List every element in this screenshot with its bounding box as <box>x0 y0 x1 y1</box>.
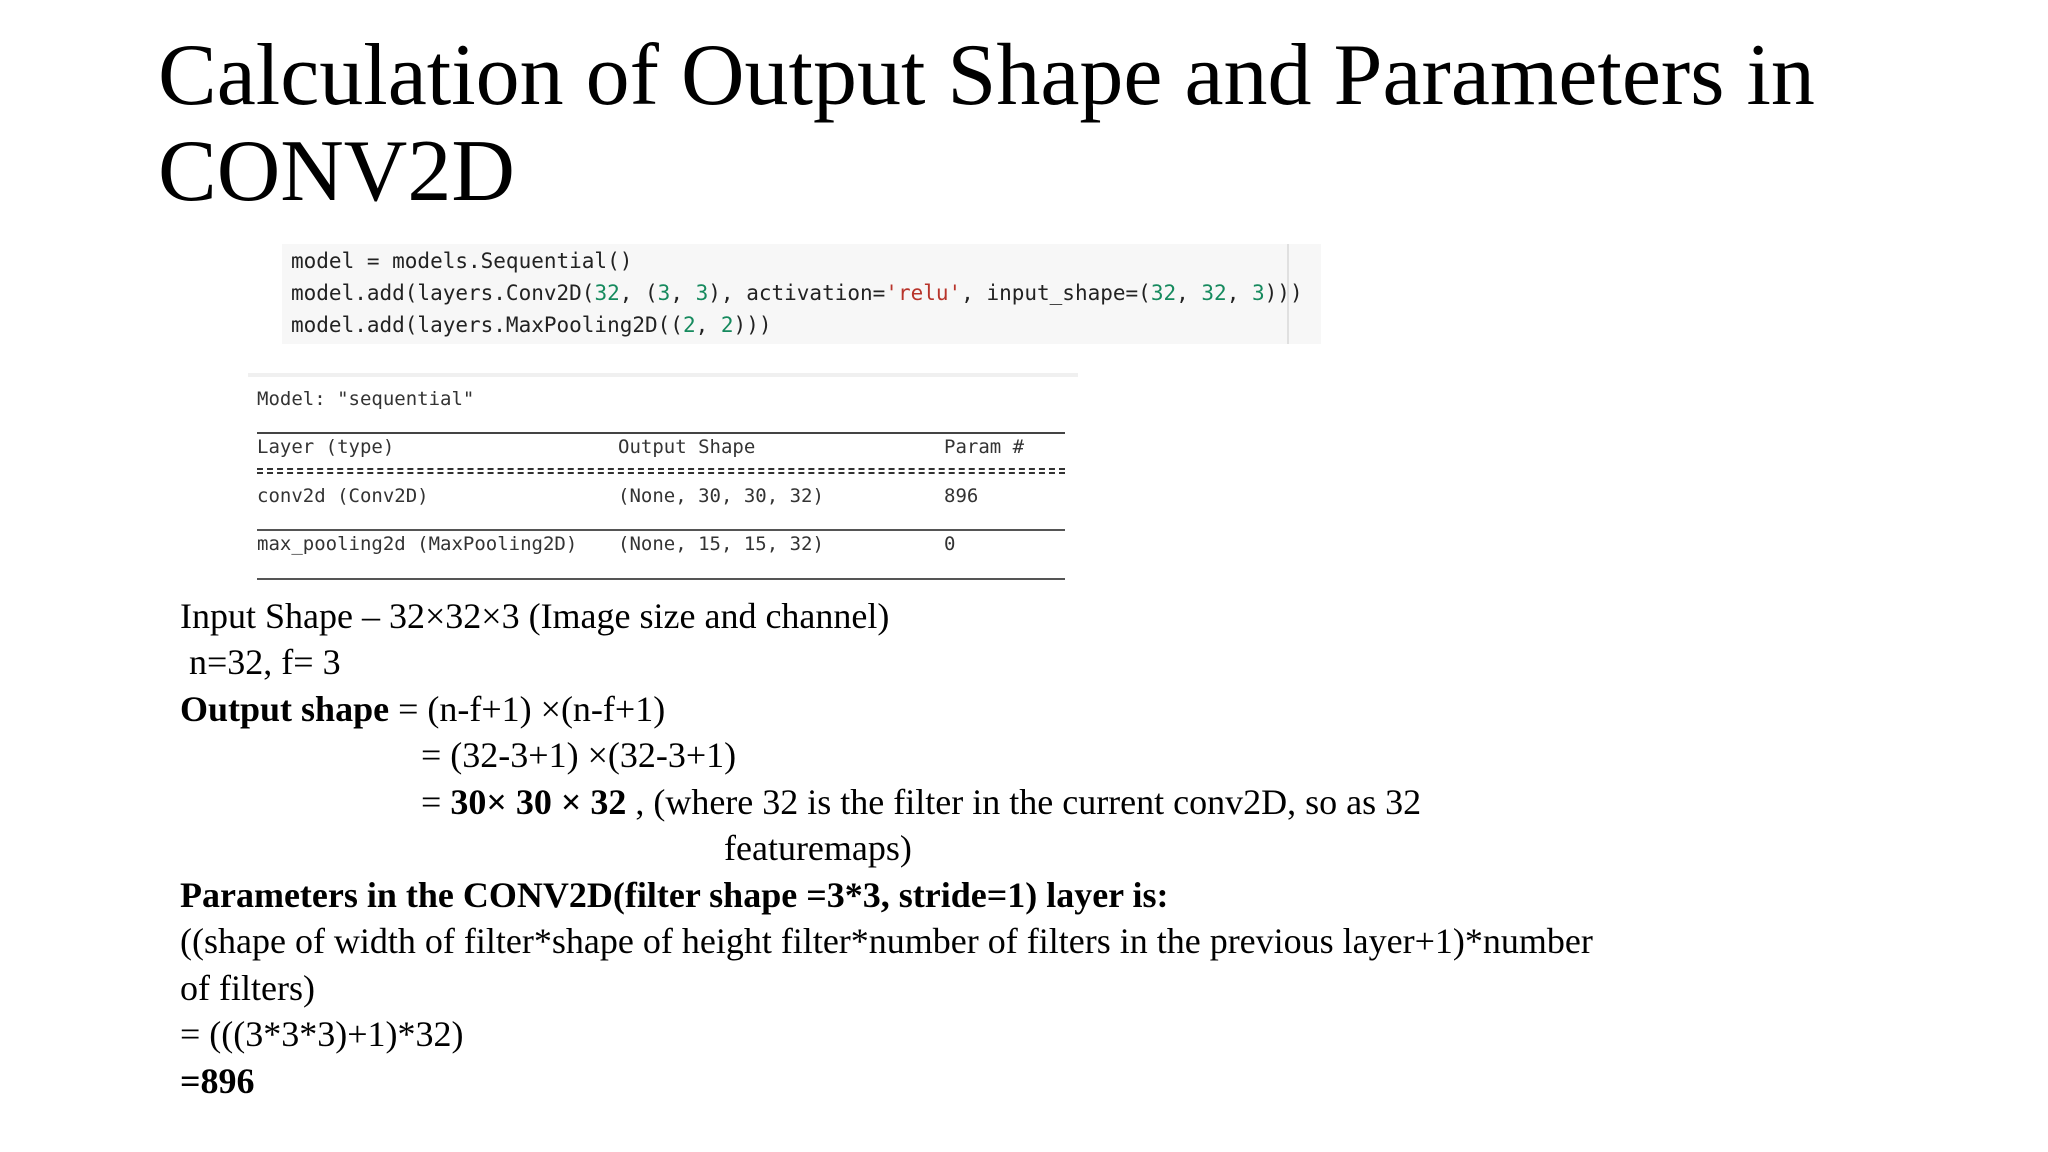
output-shape-result-line: = 30× 30 × 32 , (where 32 is the filter in the current conv2D, so as 32 <box>421 782 1422 822</box>
summary-header-layer: Layer (type) <box>257 436 395 458</box>
output-shape-label: Output shape <box>180 689 390 729</box>
title-line-2: CONV2D <box>158 123 515 220</box>
summary-model-name: Model: "sequential" <box>257 388 475 410</box>
title-line-1: Calculation of Output Shape and Parameters in <box>158 27 1815 124</box>
params-formula-line-1: ((shape of width of filter*shape of height filter*number of filters in the previous layer+1)*number <box>180 921 1593 961</box>
code-line-1: model = models.Sequential() <box>291 249 633 273</box>
summary-row-1-shape: (None, 30, 30, 32) <box>618 485 824 507</box>
code-line-2: model.add(layers.Conv2D(32, (3, 3), activation='relu', input_shape=(32, 32, 3))) <box>291 281 1303 305</box>
input-shape-text: Input Shape – 32×32×3 (Image size and channel) <box>180 596 890 636</box>
output-shape-note: , (where 32 is the filter in the current conv2D, so as 32 <box>626 782 1422 822</box>
slide-title <box>158 28 1978 220</box>
params-formula-line-2: of filters) <box>180 968 315 1008</box>
params-result: =896 <box>180 1061 255 1101</box>
summary-rule <box>257 578 1065 580</box>
summary-rule <box>257 529 1065 531</box>
summary-rule <box>257 432 1065 434</box>
output-shape-line <box>180 686 665 732</box>
summary-double-rule <box>257 468 1065 474</box>
summary-header-shape: Output Shape <box>618 436 756 458</box>
summary-row-1-layer: conv2d (Conv2D) <box>257 485 429 507</box>
n-f-values: n=32, f= 3 <box>189 642 341 682</box>
output-shape-note-cont: featuremaps) <box>724 828 912 868</box>
summary-row-1-params: 896 <box>944 485 979 507</box>
code-cell <box>282 244 1321 344</box>
output-shape-formula: = (n-f+1) ×(n-f+1) <box>389 689 666 729</box>
output-shape-result: 30× 30 × 32 <box>450 782 627 822</box>
params-calculation: = (((3*3*3)+1)*32) <box>180 1014 464 1054</box>
summary-top-border <box>248 373 1078 377</box>
model-summary <box>248 373 1078 585</box>
code-line-3: model.add(layers.MaxPooling2D((2, 2))) <box>291 313 772 337</box>
summary-row-2-layer: max_pooling2d (MaxPooling2D) <box>257 533 578 555</box>
params-heading: Parameters in the CONV2D(filter shape =3*3, stride=1) layer is: <box>180 875 1169 915</box>
summary-header-params: Param # <box>944 436 1025 458</box>
output-shape-step: = (32-3+1) ×(32-3+1) <box>421 735 737 775</box>
summary-row-2-params: 0 <box>944 533 956 555</box>
summary-row-2-shape: (None, 15, 15, 32) <box>618 533 824 555</box>
